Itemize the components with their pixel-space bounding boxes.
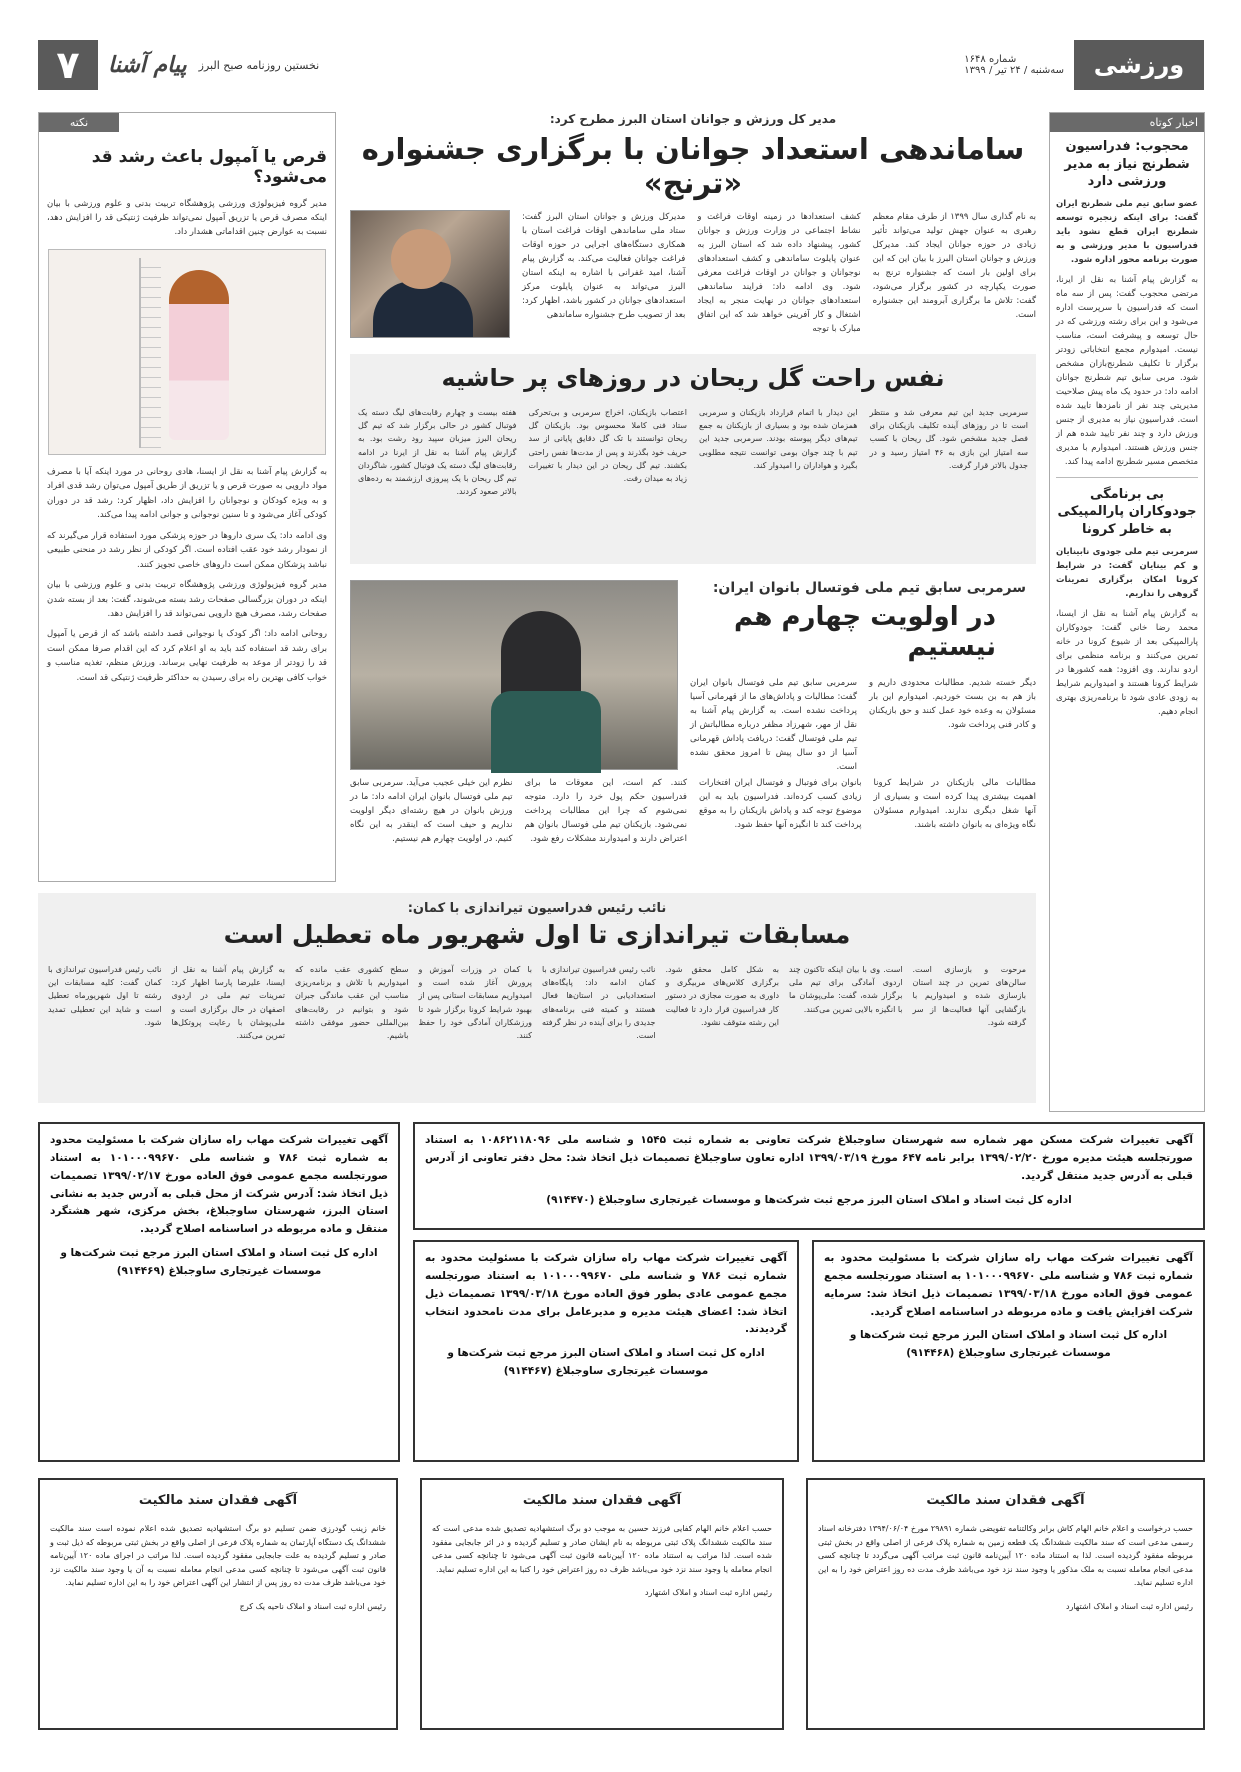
loss-notice-signature: رئیس اداره ثبت اسناد و املاک اشتهارد (1065, 1602, 1193, 1612)
page-number: ۷ (38, 40, 98, 90)
article-column: کشف استعدادها در زمینه اوقات فراغت و نشاط اجتماعی در وزارت ورزش و جوانان کشور، پیشنهاد داده شد که استان البرز به عنوان پایلوت ساماندهی و کشف استعدادهای نوجوانان و جوانان در اوقات فراغت معرفی شود. وی ادامه داد: فرایند ساماندهی استعدادهای جوانان در نهایت منجر به ایجاد اشتغال و کار آفرینی خواهد شد که این اتفاق مبارک با توجه (697, 212, 861, 335)
article-headline: قرص یا آمپول باعث رشد قد می‌شود؟ (91, 147, 327, 187)
article-headline: ساماندهی استعداد جوانان با برگزاری جشنواره «ترنج» (361, 132, 1025, 200)
article-futsal (350, 580, 1036, 880)
paper-logo: پیام آشنا (108, 52, 187, 78)
notice-text: آگهی تغییرات شرکت مسکن مهر شماره سه شهرستان ساوجبلاغ شرکت تعاونی به شماره ثبت ۱۵۴۵ و شناسه ملی ۱۰۸۶۲۱۱۸۰۹۶ به استناد صورتجلسه هیئت مدیره مورخ ۱۳۹۹/۰۲/۲۰ برابر نامه ۶۴۷ مورخ ۱۳۹۹/۰۳/۱۹ اداره تعاون ساوجبلاغ تصمیمات ذیل اتخاذ شد: محل دفتر تعاونی از آدرس قبلی به آدرس جدید منتقل گردید. (425, 1134, 1193, 1182)
article-pills (38, 112, 336, 882)
article-intro: مدیر گروه فیزیولوژی ورزشی پژوهشگاه تربیت بدنی و علوم ورزشی با بیان اینکه مصرف قرص یا تزریق آمپول نمی‌تواند ظرفیت ژنتیکی قد را افزایش دهد، نسبت به عوارض چنین اقداماتی هشدار داد. (47, 199, 327, 238)
article-column: نائب رئیس فدراسیون تیراندازی با کمان گفت: کلیه مسابقات این رشته تا اول شهریورماه تعطیل است و شاید این تعطیلی تمدید شود. (48, 965, 162, 1027)
article-headline: مسابقات تیراندازی تا اول شهریور ماه تعطیل است (223, 920, 851, 949)
article-column: سرمربی جدید این تیم معرفی شد و منتظر است تا در روزهای آینده تکلیف بازیکنان برای فصل جدید مشخص شود. گل ریحان با کسب سه امتیاز این بازی به ۴۶ امتیاز رسید و در جدول بالاتر قرار گرفت. (869, 408, 1029, 470)
article-column: مرحوت و بازسازی است. سالن‌های تمرین در چند استان بازسازی شده و امیدواریم با بازگشایی آنها فعالیت‌ها از سر گرفته شود. (912, 965, 1026, 1027)
article-headline: در اولویت چهارم هم نیستیم (734, 602, 996, 662)
issue-number: شماره ۱۶۴۸ (964, 54, 1017, 65)
notice-text: آگهی تغییرات شرکت مهاب راه سازان شرکت با مسئولیت محدود به شماره ثبت ۷۸۶ و شناسه ملی ۱۰۱۰۰۰۹۹۶۷۰ به استناد صورتجلسه مجمع عمومی فوق العاده مورخ ۱۳۹۹/۰۳/۱۸ تصمیمات ذیل اتخاذ شد: سرمایه شرکت افزایش یافت و ماده مربوطه در اساسنامه اصلاح گردید. (824, 1252, 1193, 1318)
notice-text: آگهی تغییرات شرکت مهاب راه سازان شرکت با مسئولیت محدود به شماره ثبت ۷۸۶ و شناسه ملی ۱۰۱۰۰۰۹۹۶۷۰ به استناد صورتجلسه مجمع عمومی عادی بطور فوق العاده مورخ ۱۳۹۹/۰۳/۱۸ تصمیمات ذیل اتخاذ شد: اعضای هیئت مدیره و مدیرعامل برای مدت نامحدود انتخاب گردیدند. (425, 1252, 787, 1336)
article-column: این دیدار با اتمام قرارداد بازیکنان و سرمربی همزمان شده بود و بسیاری از بازیکنان به جمع تیم‌های دیگر پیوسته بودند. سرمربی جدید این تیم با چند جوان بومی توانست نتیجه مطلوبی بگیرد و هواداران را امیدوار کند. (699, 408, 858, 470)
article-column: بانوان برای فوتبال و فوتسال ایران افتخارات زیادی کسب کرده‌اند. فدراسیون باید به این موضوع توجه کند و پاداش بازیکنان را به موقع پرداخت کند تا انگیزه آنها حفظ شود. (699, 778, 862, 831)
article-paragraph: وی ادامه داد: یک سری داروها در حوزه پزشکی مورد استفاده قرار می‌گیرند که از نمودار رشد خود عقب افتاده است. اگر کودکی از نظر رشد در منحنی طبیعی نباشد پزشکان ممکن است داروهای خاصی تجویز کنند. (47, 530, 327, 570)
brief-news-label: اخبار کوتاه (1050, 113, 1204, 132)
article-body (48, 963, 1026, 1042)
notice-office: اداره کل ثبت اسناد و املاک استان البرز مرجع ثبت شرکت‌ها و موسسات غیرتجاری ساوجبلاغ (۹۱۴۴۶۷) (447, 1347, 765, 1378)
article-rayhan (350, 354, 1036, 564)
article-column: سرمربی سابق تیم ملی فوتسال بانوان ایران گفت: مطالبات و پاداش‌های ما از قهرمانی آسیا پرداخت نشده است. به گزارش پیام آشنا به نقل از مهر، شهرزاد مظفر درباره مطالباتش از تیم ملی فوتسال گفت: دریافت پاداش قهرمانی آسیا از دو سال پیش تا امروز محقق نشده است. (690, 678, 857, 773)
article-column: به نام گذاری سال ۱۳۹۹ از طرف مقام معظم رهبری به عنوان جهش تولید می‌تواند تأثیر زیادی در حوزه جوانان ایجاد کند. مدیرکل ورزش و جوانان استان البرز با بیان این که این برای اولین بار است که جشنواره ترنج به صورت یکپارچه در کشور برگزار می‌شود، گفت: تلاش ما برگزاری آبرومند این جشنواره است. (872, 212, 1036, 321)
article-column: کنند. کم است، این معوقات ما برای فدراسیون حکم پول خرد را دارد. متوجه نمی‌شوم که چرا این مطالبات پرداخت نمی‌شود. بازیکنان تیم ملی فوتسال بانوان هم اعتراض دارند و امیدوارند مشکلات رفع شود. (524, 778, 687, 845)
brief-item2-lead: سرمربی تیم ملی جودوی نابینایان و کم بینایان گفت: در شرایط کرونا امکان برگزاری تمرینات گروهی را نداریم. (1056, 546, 1198, 599)
page-header (38, 40, 1204, 90)
article-column: مطالبات مالی بازیکنان در شرایط کرونا اهمیت بیشتری پیدا کرده است و بسیاری از آنها شغل دیگری ندارند. امیدوارم مسئولان نگاه ویژه‌ای به بانوان داشته باشند. (873, 778, 1036, 831)
article-body (47, 465, 327, 685)
issue-info (964, 54, 1064, 76)
notice-office: اداره کل ثبت اسناد و املاک استان البرز مرجع ثبت شرکت‌ها و موسسات غیرتجاری ساوجبلاغ (۹۱۴۴۶۹) (60, 1247, 378, 1277)
brief-item2-body: به گزارش پیام آشنا به نقل از ایسنا، محمد رضا خانی گفت: جودوکاران پارالمپیکی بعد از شیوع کرونا در خانه تمرین می‌کنند و برنامه منظمی برای اردو ندارند. وی افزود: همه کشورها در شرایط کرونا هستند و امیدواریم شرایط به زودی عادی شود تا برنامه‌ریزی بهتری انجام دهیم. (1056, 608, 1198, 717)
article-column: است. وی با بیان اینکه تاکنون چند اردوی آمادگی برای تیم ملی برگزار شده، گفت: ملی‌پوشان ما با انگیزه بالایی تمرین می‌کنند. (789, 965, 903, 1014)
height-ruler-icon (139, 258, 161, 448)
article-kicker: مدیر کل ورزش و جوانان استان البرز مطرح کرد: (549, 112, 837, 126)
article-column: سطح کشوری عقب مانده که امیدواریم با تلاش و برنامه‌ریزی مناسب این عقب ماندگی جبران شود و بتوانیم در رقابت‌های بین‌المللی حضور موفقی داشته باشیم. (295, 965, 409, 1040)
official-photo (350, 210, 510, 338)
article-column: نائب رئیس فدراسیون تیراندازی با کمان ادامه داد: پایگاه‌های استعدادیابی در استان‌ها فعال هستند و کمیته فنی برنامه‌های جدیدی را برای آینده در نظر گرفته است. (542, 965, 656, 1040)
loss-notice (38, 1478, 398, 1730)
loss-notice (806, 1478, 1205, 1730)
brief-item2-title: بی برنامگی جودوکاران پارالمپیکی به خاطر کرونا (1057, 486, 1197, 538)
issue-date: سه‌شنبه / ۲۴ تیر / ۱۳۹۹ (964, 65, 1064, 76)
article-column: دیگر خسته شدیم. مطالبات محدودی داریم و باز هم به بن بست خوردیم. امیدوارم این بار مسئولان به وعده خود عمل کنند و حق بازیکنان و کادر فنی پرداخت شود. (869, 678, 1036, 731)
article-paragraph: روحانی ادامه داد: اگر کودک یا نوجوانی قصد داشته باشد که از قرص یا آمپول برای رشد قد استفاده کند باید به او اعلام کرد که این اقدام صرفا ممکن است قد را زودتر از موعد به ظرفیت نهایی برساند. ورزش منظم، تغذیه مناسب و خواب کافی بهترین راه برای رسیدن به حداکثر ظرفیت ژنتیکی قد است. (47, 629, 327, 683)
loss-notice-text: حسب اعلام خانم الهام کفایی فرزند حسین به موجب دو برگ استشهادیه تصدیق شده مدعی است که سند مالکیت ششدانگ پلاک ثبتی مربوطه به نام ایشان صادر و تسلیم گردیده و در اثر جابجایی مفقود شده است. لذا مراتب به استناد ماده ۱۲۰ آیین‌نامه قانون ثبت آگهی می‌شود تا چنانچه کسی مدعی انجام معامله یا وجود سند نزد خود می‌باشد ظرف ده روز اعتراض خود را کتبا به این اداره تسلیم نماید. (432, 1524, 772, 1574)
legal-notice (413, 1122, 1205, 1230)
article-kicker: سرمربی سابق تیم ملی فوتسال بانوان ایران: (712, 580, 1026, 596)
article-title-block (690, 580, 1036, 670)
article-column: به شکل کامل محقق شود. برگزاری کلاس‌های مربیگری و داوری به صورت مجازی در دستور کار فدراسیون قرار دارد تا فعالیت این رشته متوقف نشود. (665, 965, 779, 1027)
article-shooting (38, 893, 1036, 1103)
legal-notice (38, 1122, 400, 1462)
article-column: نظرم این خیلی عجیب می‌آید. سرمربی سابق تیم ملی فوتسال بانوان ایران ادامه داد: ما در ورزش بانوان در هیچ رشته‌ای دیگر اولویت نداریم و حیف است که اینقدر به این نگاه کنیم. در اولویت چهارم هم نیستیم. (350, 778, 513, 845)
article-tronj (350, 112, 1036, 344)
brief-item1-title: محجوب: فدراسیون شطرنج نیاز به مدیر ورزشی دارد (1064, 139, 1190, 190)
child-height-photo (48, 249, 326, 455)
loss-notice (420, 1478, 784, 1730)
article-body (690, 676, 1036, 774)
notice-office: اداره کل ثبت اسناد و املاک استان البرز مرجع ثبت شرکت‌ها و موسسات غیرتجاری ساوجبلاغ (۹۱۴۴۶۸) (849, 1329, 1168, 1360)
brief-item1-lead: عضو سابق تیم ملی شطرنج ایران گفت: برای اینکه زنجیره توسعه شطرنج ایران قطع نشود باید فدراسیون با مدیر ورزشی و به صورت برنامه محور اداره شود. (1056, 198, 1198, 265)
loss-notice-text: خانم زینب گودرزی ضمن تسلیم دو برگ استشهادیه تصدیق شده اعلام نموده است سند مالکیت ششدانگ یک دستگاه آپارتمان به شماره پلاک فرعی از اصلی واقع در بخش ثبتی مربوطه که ذیل ثبت و صادر و تسلیم گردیده به علت جابجایی مفقود گردیده است. لذا مراتب در اجرای ماده ۱۲۰ آیین‌نامه قانون ثبت آگهی می‌شود تا چنانچه کسی مدعی انجام معامله نسبت به آن یا وجود سند مالکیت نزد خود می‌باشد ظرف مدت ده روز پس از انتشار این آگهی اعتراض خود را به این اداره تسلیم نماید. (50, 1524, 387, 1588)
section-title: ورزشی (1074, 40, 1204, 90)
notice-text: آگهی تغییرات شرکت مهاب راه سازان شرکت با مسئولیت محدود به شماره ثبت ۷۸۶ و شناسه ملی ۱۰۱۰۰۰۹۹۶۷۰ به استناد صورتجلسه مجمع عمومی فوق العاده مورخ ۱۳۹۹/۰۲/۱۷ تصمیمات ذیل اتخاذ شد: آدرس شرکت از محل قبلی به آدرس جدید به نشانی استان البرز، شهرستان ساوجبلاغ، بخش مرکزی، شهر هشتگرد منتقل و ماده مربوطه در اساسنامه اصلاح گردید. (50, 1134, 388, 1236)
article-column: هفته بیست و چهارم رقابت‌های لیگ دسته یک فوتبال کشور در حالی برگزار شد که تیم گل ریحان البرز میزبان سپید رود رشت بود. به گزارش پیام آشنا به نقل از ایرنا در ادامه رقابت‌های لیگ دسته یک فوتبال کشور، شاگردان تیم گل ریحان با یک پیروزی ارزشمند به رده‌های بالاتر صعود کردند. (358, 408, 517, 497)
coach-photo (350, 580, 678, 770)
header-right (964, 40, 1204, 90)
loss-notice-title: آگهی فقدان سند مالکیت (926, 1493, 1085, 1508)
article-body (358, 406, 1028, 498)
loss-notice-signature: رئیس اداره ثبت اسناد و املاک ناحیه یک کرج (239, 1602, 386, 1612)
article-kicker: نائب رئیس فدراسیون تیراندازی با کمان: (407, 901, 667, 916)
brief-news-column (1049, 112, 1205, 1112)
article-column: با کمان در وزرات آموزش و پرورش آغاز شده است و امیدواریم مسابقات استانی پس از بهبود شرایط کرونا برگزار شود تا ورزشکاران آمادگی خود را حفظ کنند. (418, 965, 532, 1040)
legal-notice (812, 1240, 1205, 1462)
article-paragraph: به گزارش پیام آشنا به نقل از ایسنا، هادی روحانی در مورد اینکه آیا با مصرف مواد دارویی به صورت قرص و یا تزریق از طریق آمپول می‌توان رشد قدی افراد و به ویژه کودکان و نوجوانان را افزایش داد، اظهار کرد: رشد قد در دوران کودکی آغاز می‌شود و تا سنین نوجوانی و جوانی ادامه پیدا می‌کند. (47, 467, 327, 521)
brief-item1-body: به گزارش پیام آشنا به نقل از ایرنا، مرتضی محجوب گفت: پس از سه ماه است که فدراسیون با سرپرست اداره می‌شود و این برای رشته ورزشی که در حال توسعه و پیشرفت است، مناسب نیست. امیدوارم مجمع انتخاباتی زودتر برگزار تا تکلیف شطرنج‌بازان مشخص شود. مربی سابق تیم شطرنج جوانان ادامه داد: در حدود یک ماه پیش صلاحیت مدیریتی چند نفر از نامزدها تایید شده است. فدراسیون نیاز به مدیری از جنس ورزش دارد و چند نفر تایید شده هم از جنس ورزش هستند. امیدوارم با مدیری متخصص مسیر شطرنج ادامه پیدا کند. (1056, 274, 1198, 467)
legal-notice (413, 1240, 799, 1462)
article-column: مدیرکل ورزش و جوانان استان البرز گفت: ستاد ملی ساماندهی اوقات فراغت استان با همکاری دستگاه‌های اجرایی در حوزه اوقات فراغت جوانان فعالیت می‌کند. به گزارش پیام آشنا، امید غفرانی با اشاره به اینکه استان البرز می‌تواند به عنوان پایلوت مرکز استعدادهای جوانان در کشور باشد، اظهار کرد: بعد از تصویب طرح جشنواره ساماندهی (522, 212, 686, 321)
paper-tagline: نخستین روزنامه صبح البرز (198, 58, 320, 72)
loss-notice-signature: رئیس اداره ثبت اسناد و املاک اشتهارد (644, 1588, 772, 1598)
article-body (350, 776, 1036, 846)
note-tag: نکته (39, 113, 119, 132)
divider (1056, 477, 1198, 478)
article-body (350, 210, 1036, 338)
article-column: به گزارش پیام آشنا به نقل از ایسنا، علیرضا پارسا اظهار کرد: تمرینات تیم ملی در اردوی اصفهان در حال برگزاری است و ملی‌پوشان با رعایت پروتکل‌ها تمرین می‌کنند. (171, 965, 285, 1040)
header-left (38, 40, 319, 90)
article-intro (690, 676, 1036, 774)
article-paragraph: مدیر گروه فیزیولوژی ورزشی پژوهشگاه تربیت بدنی و علوم ورزشی با بیان اینکه در دوران بزرگسالی صفحات رشد بسته می‌شوند، گفت: بعد از بسته شدن صفحات رشد، مصرف هیچ دارویی نمی‌تواند قد را افزایش دهد. (47, 580, 327, 619)
loss-notice-title: آگهی فقدان سند مالکیت (522, 1493, 682, 1508)
notice-office: اداره کل ثبت اسناد و املاک استان البرز مرجع ثبت شرکت‌ها و موسسات غیرتجاری ساوجبلاغ (۹۱۴۴۷۰) (546, 1193, 1072, 1206)
article-column: اعتصاب بازیکنان، اخراج سرمربی و بی‌تحرکی ستاد فنی کاملا محسوس بود. بازیکنان گل ریحان توانستند با تک گل دقایق پایانی از سد حریف خود بگذرند و پس از مدت‌ها نفس راحتی بکشند. تیم گل ریحان در این دیدار با تغییرات زیاد به میدان رفت. (528, 408, 687, 483)
child-figure-icon (169, 270, 229, 440)
loss-notice-text: حسب درخواست و اعلام خانم الهام کاش برابر وکالتنامه تفویضی شماره ۲۹۸۹۱ مورخ ۱۳۹۴/۰۶/۰۴ دفترخانه اسناد رسمی مدعی است که سند مالکیت ششدانگ یک قطعه زمین به شماره پلاک فرعی از اصلی واقع در بخش ثبتی مربوطه مفقود گردیده است. لذا به استناد ماده ۱۲۰ آیین‌نامه قانون ثبت مراتب آگهی می‌گردد تا چنانچه کسی مدعی انجام معامله نسبت به ملک مذکور یا وجود سند نزد خود می‌باشد ظرف مدت ده روز اعتراض خود را به این اداره تسلیم نماید. (818, 1524, 1194, 1588)
loss-notice-title: آگهی فقدان سند مالکیت (138, 1493, 298, 1508)
article-headline: نفس راحت گل ریحان در روزهای پر حاشیه (441, 364, 945, 392)
